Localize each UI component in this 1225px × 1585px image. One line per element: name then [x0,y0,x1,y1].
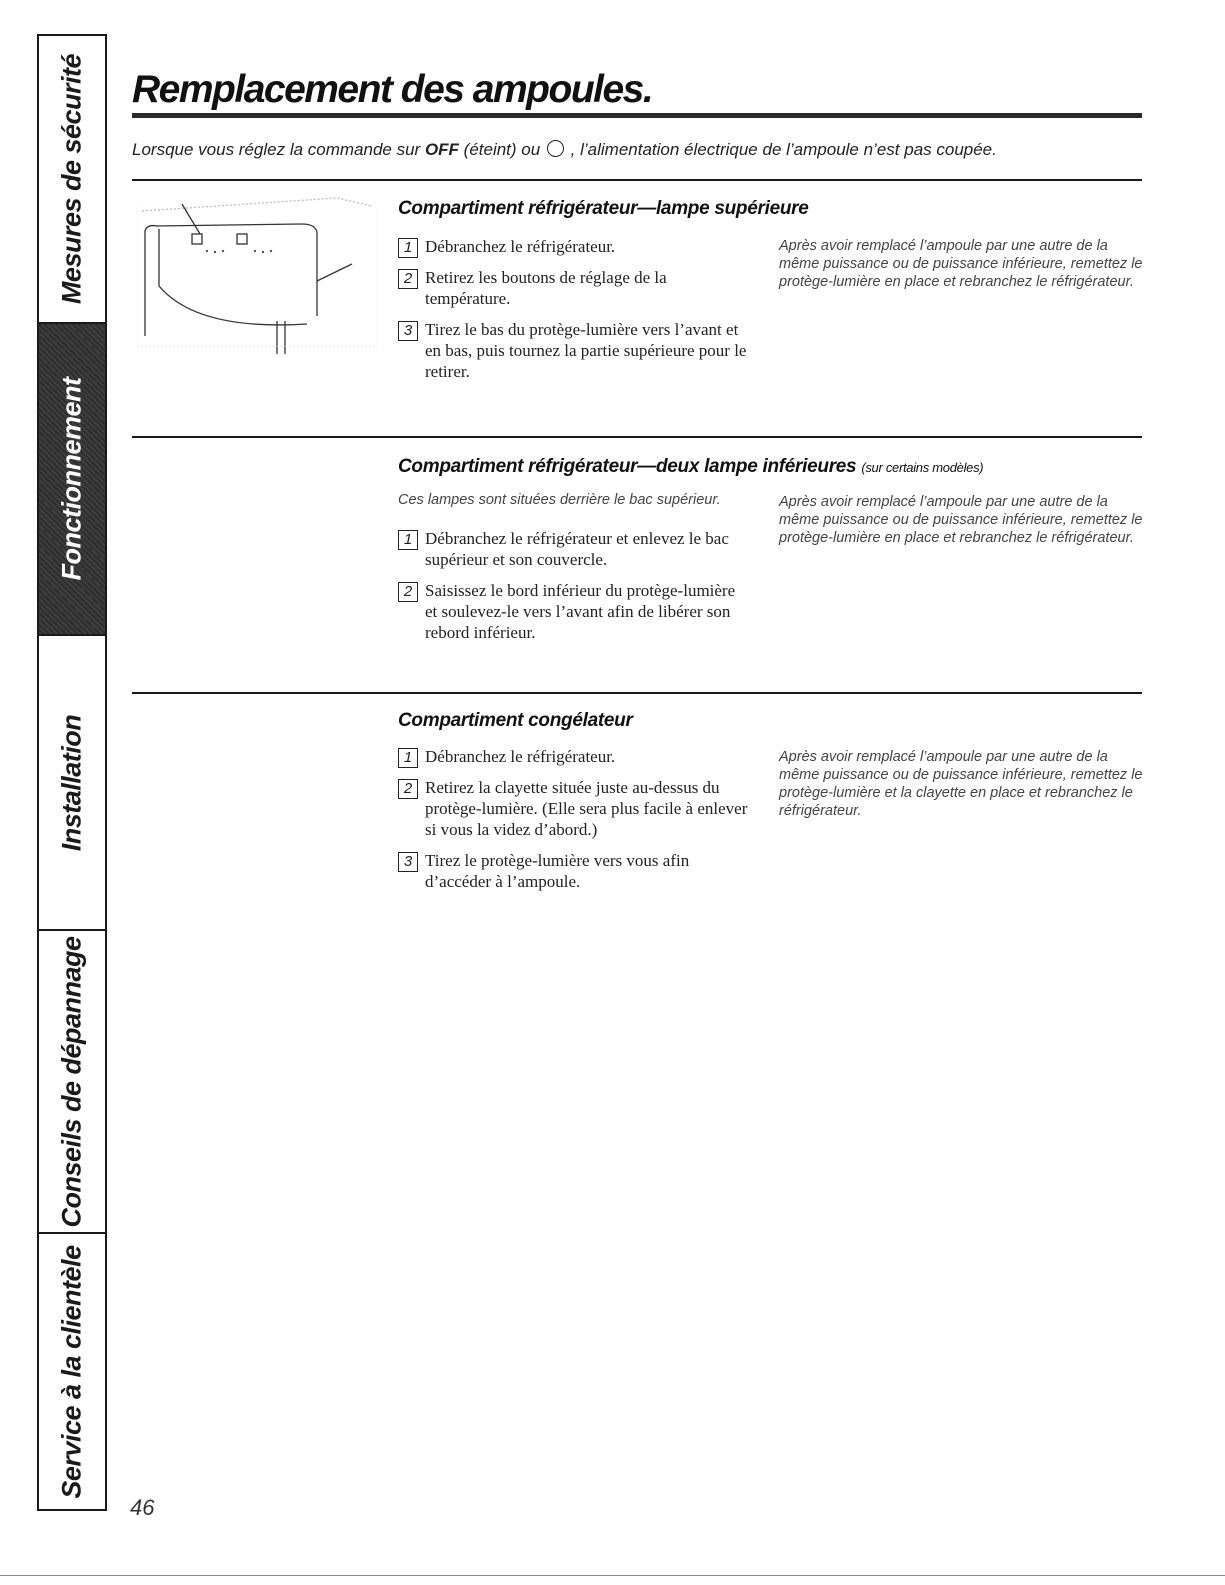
list-item [398,528,748,570]
circle-icon [547,140,564,157]
step-number: 2 [398,779,418,799]
list-item [398,777,748,840]
step-number: 2 [398,269,418,289]
step-number: 3 [398,852,418,872]
tab-label: Fonctionnement [56,377,87,581]
intro-off: OFF [424,140,459,159]
step-number: 3 [398,321,418,341]
section-heading-lampe-superieure: Compartiment réfrigérateur—lampe supérieure [398,198,809,219]
step-text: Débranchez le réfrigérateur. [425,747,616,766]
intro-after-off: (éteint) ou [458,140,545,159]
tab-label: Service à la clientèle [56,1244,87,1499]
list-item [398,580,748,643]
step-text: Saisissez le bord inférieur du protège-lumière et soulevez-le vers l’avant afin de libérer son rebord inférieur. [425,581,736,642]
intro-after-icon: , l’alimentation électrique de l’ampoule n’est pas coupée. [565,140,997,159]
page-title: Remplacement des ampoules. [132,68,653,111]
heading-text: Compartiment réfrigérateur—deux lampe inférieures [398,456,857,477]
tab-label: Installation [56,714,87,851]
steps-list [398,528,748,653]
tab-installation[interactable] [39,636,105,931]
step-number: 1 [398,238,418,258]
step-number: 1 [398,530,418,550]
side-tab-nav [37,34,107,1511]
intro-before: Lorsque vous réglez la commande sur [132,140,425,159]
step-text: Retirez la clayette située juste au-dessus du protège-lumière. (Elle sera plus facile à enlever si vous la videz d’abord.) [425,778,748,839]
step-text: Retirez les boutons de réglage de la température. [425,268,667,308]
section-heading-lampes-inferieures [398,456,983,478]
note-text: Après avoir remplacé l’ampoule par une autre de la même puissance ou de puissance inférieure, remettez le protège-lumière et la clayette en place et rebranchez le réfrigérateur. [779,749,1143,819]
note-text: Après avoir remplacé l’ampoule par une autre de la même puissance ou de puissance inférieure, remettez le protège-lumière en place et rebranchez le réfrigérateur. [779,494,1143,546]
tab-fonctionnement[interactable] [39,324,105,636]
note-text: Après avoir remplacé l’ampoule par une autre de la même puissance ou de puissance inférieure, remettez le protège-lumière en place et rebranchez le réfrigérateur. [779,238,1143,290]
step-text: Débranchez le réfrigérateur. [425,237,616,256]
heading-note: (sur certains modèles) [861,460,984,475]
tab-label: Mesures de sécurité [56,53,87,305]
tab-label: Conseils de dépannage [56,935,87,1228]
steps-list [398,236,748,392]
steps-list [398,746,748,902]
section-divider [132,179,1142,181]
title-divider [132,113,1142,118]
step-text: Tirez le bas du protège-lumière vers l’avant et en bas, puis tournez la partie supérieure pour le retirer. [425,320,747,381]
tab-service-a-la-clientele[interactable] [39,1234,105,1509]
list-item [398,236,748,257]
list-item [398,850,748,892]
section-heading-congelateur: Compartiment congélateur [398,710,633,731]
list-item [398,319,748,382]
step-text: Tirez le protège-lumière vers vous afin d’accéder à l’ampoule. [425,851,690,891]
page-bottom-edge [0,1575,1225,1576]
tab-mesures-de-securite[interactable] [39,36,105,324]
page-number: 46 [130,1495,155,1520]
step-number: 2 [398,582,418,602]
step-number: 1 [398,748,418,768]
section-divider [132,436,1142,438]
tab-conseils-de-depannage[interactable] [39,931,105,1234]
light-shield-illustration [137,196,377,356]
step-text: Débranchez le réfrigérateur et enlevez le bac supérieur et son couvercle. [425,529,729,569]
list-item [398,267,748,309]
list-item [398,746,748,767]
pre-note-text: Ces lampes sont situées derrière le bac supérieur. [398,492,721,508]
section-divider [132,692,1142,694]
intro-text [132,140,997,160]
